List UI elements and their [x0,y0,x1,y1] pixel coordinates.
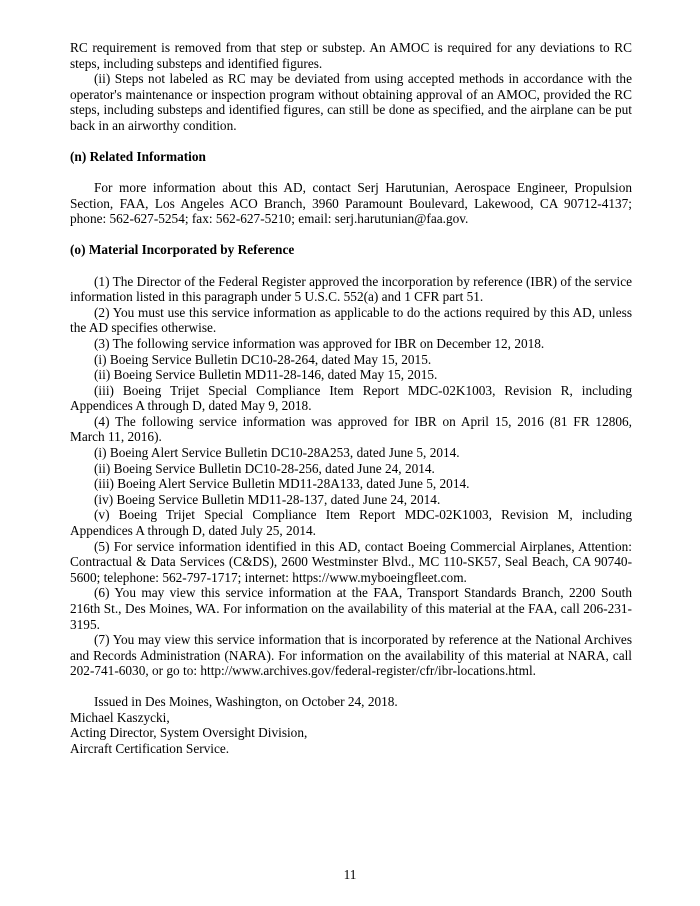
section-o-item: (iii) Boeing Trijet Special Compliance Item Report MDC-02K1003, Revision R, including Appendices A through D, dated May 9, 2018. [70,382,632,414]
section-o-item: (1) The Director of the Federal Register approved the incorporation by reference (IBR) of the service information listed in this paragraph under 5 U.S.C. 552(a) and 1 CFR part 51. [70,273,632,305]
section-o-item: (iii) Boeing Alert Service Bulletin MD11-28A133, dated June 5, 2014. [94,476,470,492]
section-o-item: (7) You may view this service information that is incorporated by reference at the National Archives and Records Administration (NARA). For information on the availability of this material at NARA, call 202-741-6030, or go to: http://www.archives.gov/federal-register/cfr/ibr-locations.html. [70,632,632,679]
section-o-item: (iv) Boeing Service Bulletin MD11-28-137, dated June 24, 2014. [94,491,441,507]
section-o-item: (6) You may view this service information at the FAA, Transport Standards Branch, 2200 South 216th St., Des Moines, WA. For information on the availability of this material at the FAA, call 206-231-3195. [70,585,632,632]
section-o-item: (5) For service information identified in this AD, contact Boeing Commercial Airplanes, Attention: Contractual & Data Services (C&DS), 2600 Westminster Blvd., MC 110-SK57, Seal Beach, CA 90740-5600; telephone: 562-797-1717; internet: https://www.myboeingfleet.com. [70,538,632,585]
section-o-item: (v) Boeing Trijet Special Compliance Item Report MDC-02K1003, Revision M, including Appendices A through D, dated July 25, 2014. [70,507,632,539]
section-o-item: (4) The following service information was approved for IBR on April 15, 2016 (81 FR 12806, March 11, 2016). [70,413,632,445]
document-body [70,40,632,756]
section-n-text: For more information about this AD, contact Serj Harutunian, Aerospace Engineer, Propulsion Section, FAA, Los Angeles ACO Branch, 3960 Paramount Boulevard, Lakewood, CA 90712-4137; phone: 562-627-5254; fax: 562-627-5210; email: serj.harutunian@faa.gov. [70,180,632,227]
section-o-item: (3) The following service information was approved for IBR on December 12, 2018. [94,335,545,351]
paragraph-ii: (ii) Steps not labeled as RC may be deviated from using accepted methods in accordance with the operator's maintenance or inspection program without obtaining approval of an AMOC, provided the RC steps, including substeps and identified figures, can still be done as specified, and the airplane can be put back in an airworthy condition. [70,71,632,133]
signer-name: Michael Kaszycki, [70,709,170,725]
signer-title: Acting Director, System Oversight Division, [70,725,308,741]
section-o-heading: (o) Material Incorporated by Reference [70,241,295,257]
section-o-item: (ii) Boeing Service Bulletin DC10-28-256, dated June 24, 2014. [94,460,435,476]
section-o-item: (ii) Boeing Service Bulletin MD11-28-146, dated May 15, 2015. [94,367,438,383]
issued-line: Issued in Des Moines, Washington, on October 24, 2018. [94,693,398,709]
page-number: 11 [343,867,357,882]
signer-org: Aircraft Certification Service. [70,740,230,756]
section-n-heading: (n) Related Information [70,148,206,164]
paragraph-continued: RC requirement is removed from that step or substep. An AMOC is required for any deviations to RC steps, including substeps and identified figures. [70,40,632,71]
section-o-item: (2) You must use this service information as applicable to do the actions required by this AD, unless the AD specifies otherwise. [70,304,632,336]
section-o-item: (i) Boeing Alert Service Bulletin DC10-28A253, dated June 5, 2014. [94,445,460,461]
section-o-item: (i) Boeing Service Bulletin DC10-28-264, dated May 15, 2015. [94,351,432,367]
